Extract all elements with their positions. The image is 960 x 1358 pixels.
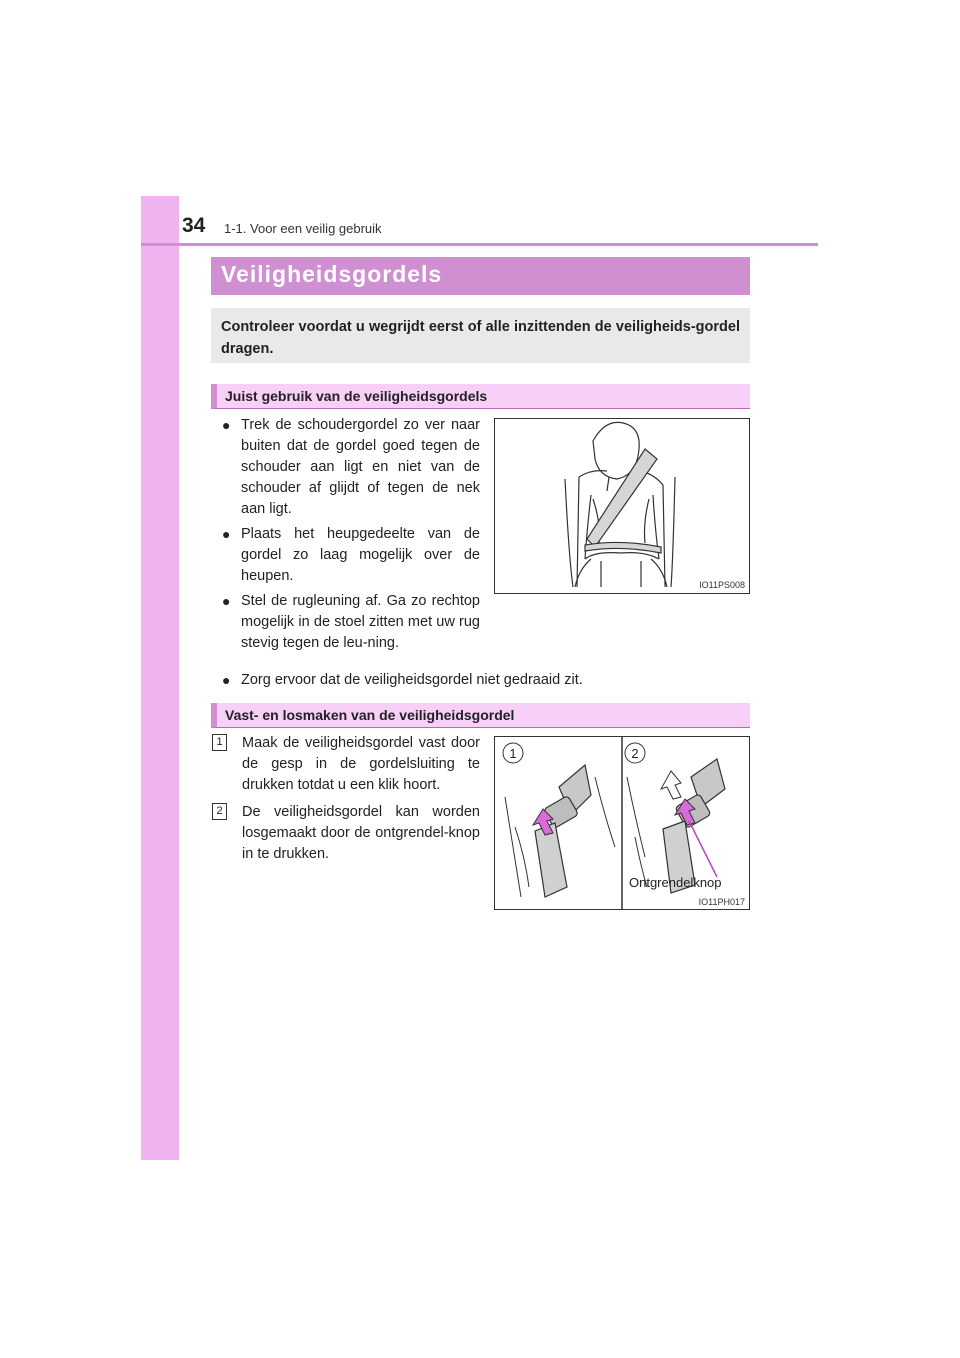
usage-bullet-list bbox=[222, 415, 480, 658]
list-item-text: De veiligheidsgordel kan worden losgemaakt door de ontgrendel-knop in te drukken. bbox=[242, 804, 480, 862]
figure-label-1: 1 bbox=[509, 746, 517, 761]
list-item-text: Trek de schoudergordel zo ver naar buiten dat de gordel goed tegen de schouder aan ligt en niet van de schouder af glijdt of tegen de nek aan ligt. bbox=[241, 417, 480, 517]
figure-label-2: 2 bbox=[631, 746, 639, 761]
title-band bbox=[211, 257, 750, 295]
step-number-badge: 1 bbox=[212, 734, 227, 751]
release-button-callout: Ontgrendelknop bbox=[629, 875, 722, 890]
seated-occupant-figure bbox=[494, 418, 750, 594]
figure-code: IO11PS008 bbox=[699, 580, 745, 590]
side-tab-bar bbox=[141, 196, 179, 1160]
section-heading-usage bbox=[211, 384, 750, 409]
header-rule bbox=[141, 243, 818, 246]
list-item bbox=[222, 415, 480, 520]
buckle-step-list bbox=[212, 733, 480, 871]
section-heading-text: Vast- en losmaken van de veiligheidsgordel bbox=[225, 707, 515, 723]
list-item-text: Stel de rugleuning af. Ga zo rechtop mogelijk in de stoel zitten met uw rug stevig tegen de leu-ning. bbox=[241, 593, 480, 651]
buckle-figure bbox=[494, 736, 750, 910]
bullet-icon: ● bbox=[222, 417, 231, 433]
section-heading-buckle bbox=[211, 703, 750, 728]
figure-code: IO11PH017 bbox=[698, 897, 745, 907]
step-number-badge: 2 bbox=[212, 803, 227, 820]
list-item bbox=[222, 524, 480, 587]
list-item bbox=[212, 802, 480, 865]
bullet-icon: ● bbox=[222, 526, 231, 542]
list-item bbox=[222, 591, 480, 654]
section-heading-text: Juist gebruik van de veiligheidsgordels bbox=[225, 388, 488, 404]
list-item bbox=[222, 670, 752, 691]
list-item-text: Maak de veiligheidsgordel vast door de gesp in de gordelsluiting te drukken totdat u een klik hoort. bbox=[242, 735, 480, 793]
page-number: 34 bbox=[182, 214, 206, 237]
page-title: Veiligheidsgordels bbox=[221, 261, 443, 287]
list-item-text: Plaats het heupgedeelte van de gordel zo laag mogelijk over de heupen. bbox=[241, 526, 480, 584]
bullet-icon: ● bbox=[222, 672, 231, 688]
intro-box: Controleer voordat u wegrijdt eerst of alle inzittenden de veiligheids-gordel dragen. bbox=[211, 308, 750, 363]
section-label: 1-1. Voor een veilig gebruik bbox=[224, 221, 382, 236]
list-item bbox=[212, 733, 480, 796]
bullet-icon: ● bbox=[222, 593, 231, 609]
seated-occupant-illustration bbox=[495, 419, 749, 593]
list-item-text: Zorg ervoor dat de veiligheidsgordel niet gedraaid zit. bbox=[241, 672, 583, 688]
